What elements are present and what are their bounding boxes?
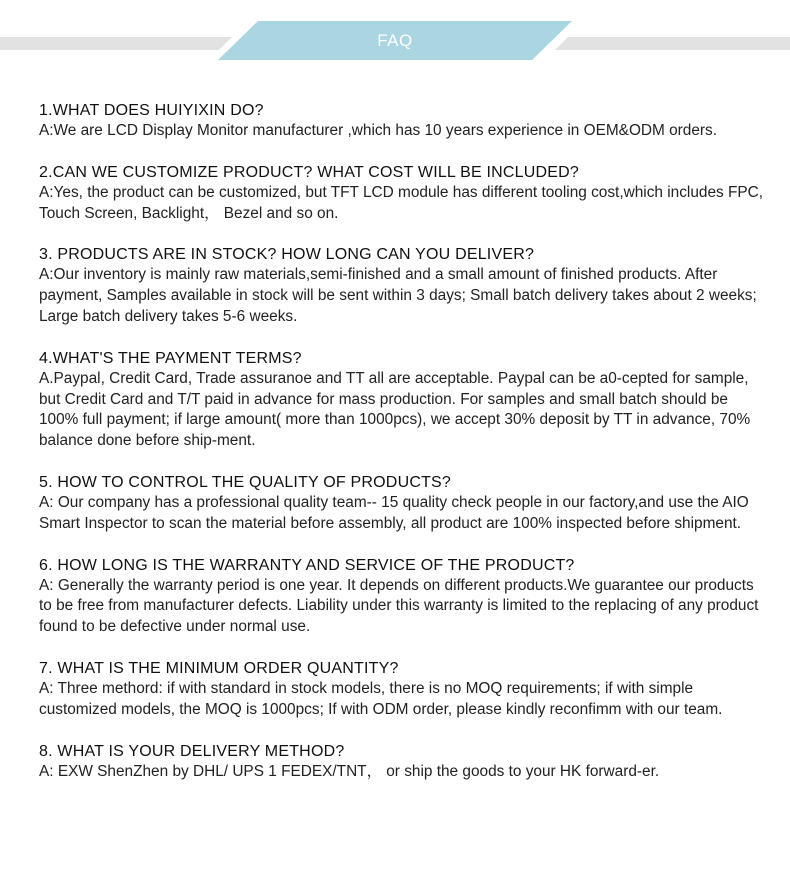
faq-question: 4.WHAT'S THE PAYMENT TERMS? (39, 349, 302, 367)
faq-question: 1.WHAT DOES HUIYIXIN DO? (39, 102, 264, 119)
faq-item-1 (39, 100, 769, 142)
faq-title: FAQ (377, 31, 413, 50)
faq-answer: A:We are LCD Display Monitor manufacturer ,which has 10 years experience in OEM&ODM orders. (39, 122, 718, 139)
faq-question: 2.CAN WE CUSTOMIZE PRODUCT? WHAT COST WILL BE INCLUDED? (39, 163, 579, 181)
faq-answer: A: EXW ShenZhen by DHL/ UPS 1 FEDEX/TNT， or ship the goods to your HK forward-er. (39, 762, 660, 780)
faq-answer: A: Generally the warranty period is one year. It depends on different products.We guarantee our products to be free from manufacturer defects. Liability under this warranty is limited to the replacing of any product found to be defective under normal use. (39, 576, 759, 636)
faq-question: 6. HOW LONG IS THE WARRANTY AND SERVICE OF THE PRODUCT? (39, 556, 575, 574)
faq-item-7 (39, 658, 769, 721)
faq-banner (0, 0, 790, 70)
faq-question: 3. PRODUCTS ARE IN STOCK? HOW LONG CAN YOU DELIVER? (39, 246, 535, 264)
faq-answer: A: Our company has a professional quality team-- 15 quality check people in our factory,and use the AIO Smart Inspector to scan the material before assembly, all product are 100% inspected before shipment. (39, 493, 749, 532)
faq-question: 5. HOW TO CONTROL THE QUALITY OF PRODUCTS? (39, 473, 452, 491)
faq-list (39, 100, 769, 802)
faq-answer: A: Three methord: if with standard in stock models, there is no MOQ requirements; if with simple customized models, the MOQ is 1000pcs; If with ODM order, please kindly reconfimm with our team. (39, 679, 723, 718)
faq-item-6 (39, 555, 769, 638)
faq-question: 8. WHAT IS YOUR DELIVERY METHOD? (39, 742, 345, 760)
faq-question: 7. WHAT IS THE MINIMUM ORDER QUANTITY? (39, 659, 399, 677)
faq-answer: A:Yes, the product can be customized, but TFT LCD module has different tooling cost,which includes FPC, Touch Screen, Backlight， Bezel and so on. (39, 183, 764, 222)
faq-item-8 (39, 741, 769, 783)
faq-answer: A:Our inventory is mainly raw materials,semi-finished and a small amount of finished products. After payment, Samples available in stock will be sent within 3 days; Small batch delivery takes about 2 weeks; Large batch delivery takes 5-6 weeks. (39, 266, 757, 325)
faq-item-4 (39, 348, 769, 452)
faq-item-3 (39, 244, 769, 327)
faq-answer: A.Paypal, Credit Card, Trade assuranoe and TT all are acceptable. Paypal can be a0-cepted for sample, but Credit Card and T/T paid in advance for mass production. For samples and small batch should be 100% full payment; if large amount( more than 1000pcs), we accept 30% deposit by TT in advance, 70% balance done before ship-ment. (39, 369, 751, 450)
faq-item-2 (39, 162, 769, 225)
faq-item-5 (39, 472, 769, 535)
